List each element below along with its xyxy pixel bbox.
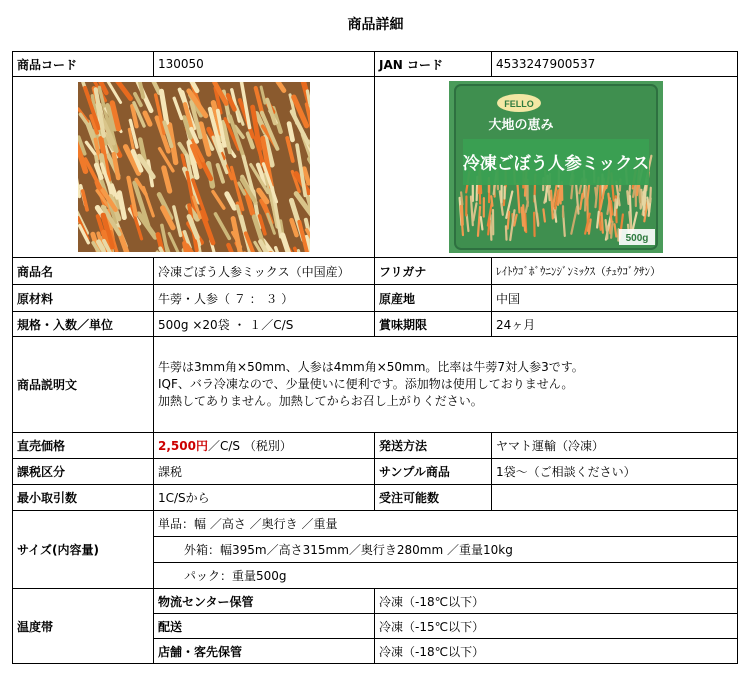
spec-label: 規格・入数／単位 <box>13 312 154 337</box>
row-temp-1 <box>13 589 738 614</box>
price-suffix: ／C/S （税別） <box>207 439 292 453</box>
expiry-label: 賞味期限 <box>375 312 492 337</box>
shipping-value: ヤマト運輸（冷凍） <box>492 433 738 459</box>
row-code <box>13 52 738 77</box>
min-order-value: 1C/Sから <box>154 485 375 511</box>
row-min-order <box>13 485 738 511</box>
row-name <box>13 258 738 285</box>
size-line-2: 外箱：幅395m／高さ315mm／奥行き280mm ／重量10kg <box>154 537 738 563</box>
name-value: 冷凍ごぼう人参ミックス（中国産） <box>154 258 375 285</box>
price-label: 直売価格 <box>13 433 154 459</box>
row-size-1 <box>13 511 738 537</box>
package-weight: 500g <box>625 233 649 244</box>
size-label: サイズ(内容量) <box>13 511 154 589</box>
temp-row-label: 店舗・客先保管 <box>154 639 375 664</box>
temp-label: 温度帯 <box>13 589 154 664</box>
row-description <box>13 337 738 433</box>
tax-label: 課税区分 <box>13 459 154 485</box>
origin-value: 中国 <box>492 285 738 312</box>
spec-value: 500g ×20袋 ・ １／C/S <box>154 312 375 337</box>
size-line-1: 単品：幅 ／高さ ／奥行き ／重量 <box>154 511 738 537</box>
price-value <box>154 433 375 459</box>
temp-row-label: 配送 <box>154 614 375 639</box>
package-photo <box>449 81 663 253</box>
description-text <box>154 337 738 433</box>
name-label: 商品名 <box>13 258 154 285</box>
price-amount: 2,500円 <box>158 439 208 453</box>
package-brand: FELLO <box>504 99 534 109</box>
row-spec <box>13 312 738 337</box>
sample-value: 1袋～（ご相談ください） <box>492 459 738 485</box>
package-product-name: 冷凍ごぼう人参ミックス <box>462 154 650 174</box>
description-line-2: IQF、バラ冷凍なので、少量使いに便利です。添加物は使用しておりません。 <box>158 377 574 391</box>
furigana-label: フリガナ <box>375 258 492 285</box>
product-photo-cell <box>13 77 375 258</box>
size-line-3: パック：重量500g <box>154 563 738 589</box>
page-title: 商品詳細 <box>347 17 404 33</box>
code-value: 130050 <box>154 52 375 77</box>
jan-label: JAN コード <box>375 52 492 77</box>
description-line-3: 加熱してありません。加熱してからお召し上がりください。 <box>158 394 483 408</box>
temp-row-value: 冷凍（-18℃以下） <box>375 589 738 614</box>
jan-value: 4533247900537 <box>492 52 738 77</box>
ingredients-value: 牛蒡・人参（ ７ ： ３ ） <box>154 285 375 312</box>
row-ingredients <box>13 285 738 312</box>
product-spec-table <box>12 51 738 664</box>
ingredients-label: 原材料 <box>13 285 154 312</box>
row-price <box>13 433 738 459</box>
description-label: 商品説明文 <box>13 337 154 433</box>
shipping-label: 発送方法 <box>375 433 492 459</box>
temp-row-value: 冷凍（-15℃以下） <box>375 614 738 639</box>
temp-row-label: 物流センター保管 <box>154 589 375 614</box>
code-label: 商品コード <box>13 52 154 77</box>
furigana-value: ﾚｲﾄｳｺﾞﾎﾞｳﾆﾝｼﾞﾝﾐｯｸｽ（ﾁｭｳｺﾞｸｻﾝ） <box>492 258 738 285</box>
row-tax <box>13 459 738 485</box>
product-photo <box>78 82 310 252</box>
expiry-value: 24ヶ月 <box>492 312 738 337</box>
sample-label: サンプル商品 <box>375 459 492 485</box>
order-capacity-label: 受注可能数 <box>375 485 492 511</box>
package-photo-cell <box>375 77 738 258</box>
description-line-1: 牛蒡は3mm角×50mm、人参は4mm角×50mm。比率は牛蒡7対人参3です。 <box>158 360 584 374</box>
temp-row-value: 冷凍（-18℃以下） <box>375 639 738 664</box>
min-order-label: 最小取引数 <box>13 485 154 511</box>
tax-value: 課税 <box>154 459 375 485</box>
origin-label: 原産地 <box>375 285 492 312</box>
order-capacity-value <box>492 485 738 511</box>
row-images <box>13 77 738 258</box>
package-tagline: 大地の恵み <box>488 118 554 133</box>
